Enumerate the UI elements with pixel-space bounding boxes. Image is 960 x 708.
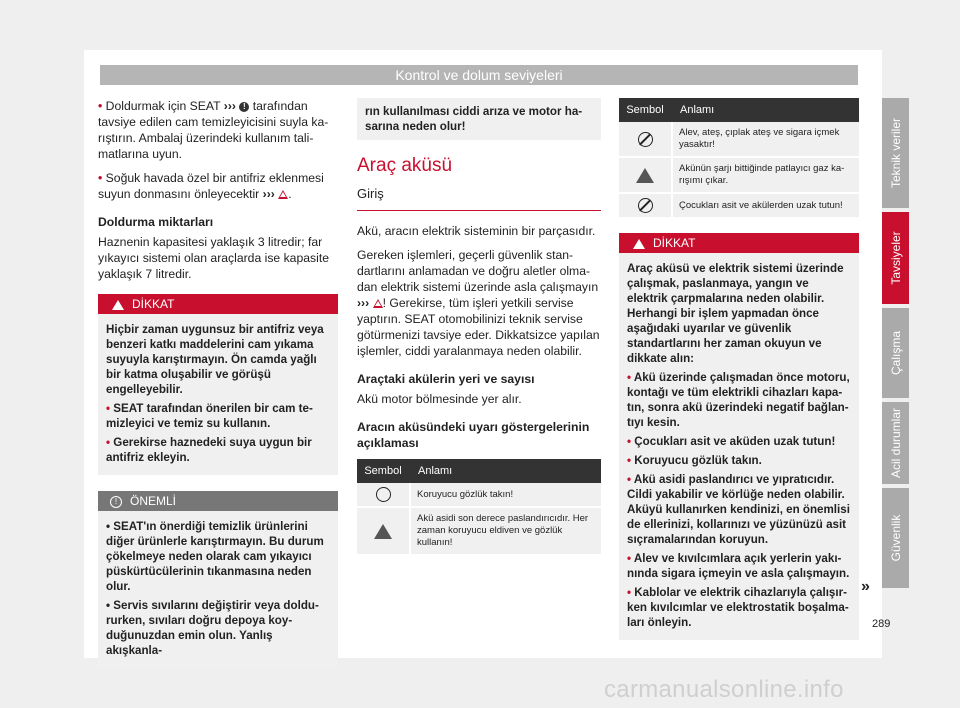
continued-marker: » bbox=[861, 578, 870, 595]
warning-header: DİKKAT bbox=[98, 294, 338, 314]
paragraph: Gereken işlemleri, geçerli güvenlik standartlarını anlamadan ve doğru aletler olmadan elektrik sistemi üzerinde asla çalışmayın ››› ! Gerekirse, tüm işleri yetkili servise yaptırın. SEAT otomobilinizi teknik servise götürmenizi tavsiye eder. Dikkatsizce yapılan işlemler, ciddi yaralanmaya neden olabilir. bbox=[357, 248, 600, 358]
warning-triangle-icon bbox=[633, 239, 645, 249]
paragraph: Akü, aracın elektrik sisteminin bir parçasıdır. bbox=[357, 224, 596, 238]
reference-arrows[interactable]: ››› bbox=[223, 99, 236, 113]
column-1 bbox=[98, 98, 338, 668]
paragraph: Akü motor bölmesinde yer alır. bbox=[357, 392, 522, 406]
tab-guvenlik[interactable]: Güvenlik bbox=[882, 488, 909, 588]
table-row: Akünün şarjı bittiğinde patlayıcı gaz karışımı çıkar. bbox=[619, 157, 859, 193]
section-heading: Araçtaki akülerin yeri ve sayısı bbox=[357, 372, 535, 386]
table-header-row: Sembol Anlamı bbox=[619, 98, 859, 122]
note-header: ! ÖNEMLİ bbox=[98, 491, 338, 511]
section-title: Araç aküsü bbox=[357, 155, 453, 176]
goggles-icon bbox=[376, 487, 391, 502]
info-circle-icon: ! bbox=[110, 496, 122, 508]
note-box: ! ÖNEMLİ • SEAT'ın önerdiği temizlik ürünlerini diğer ürünlerle karıştırmayın. Bu durum çökelmeye neden olarak cam yıkayıcı püskürtücülerinin tıkanmasına neden olur. • Servis sıvılarını değiştirir veya doldururken, sıvıları doğru depoya koyduğunuzdan emin olun. Yanlış akışkanla- bbox=[98, 491, 338, 668]
watermark: carmanualsonline.info bbox=[604, 676, 844, 703]
bullet-paragraph: • Doldurmak için SEAT ››› ! tarafından tavsiye edilen cam temizleyicisini suyla karıştırın. Ambalaj üzerindeki kullanım talimatlarına uyun. bbox=[98, 99, 329, 161]
warning-box: DİKKAT Hiçbir zaman uygunsuz bir antifriz veya benzeri katkı maddelerini cam yıkama suyuyla karıştırmayın. Ön camda yağlı bir katma oluşabilir ve görüşü engelleyebilir. • SEAT tarafından önerilen bir cam temizleyici ve temiz su kullanın. • Gerekirse haznedeki suya uygun bir antifriz ekleyin. bbox=[98, 294, 338, 475]
warning-triangle-icon bbox=[278, 190, 288, 199]
column-3 bbox=[619, 98, 859, 640]
tab-acil-durumlar[interactable]: Acil durumlar bbox=[882, 402, 909, 484]
paragraph: Haznenin kapasitesi yaklaşık 3 litredir; far yıkayıcı sistemi olan araçlarda ise kapasite yaklaşık 7 litredir. bbox=[98, 235, 329, 281]
bullet-paragraph: • Soğuk havada özel bir antifriz eklenmesi suyun donmasını önleyecektir ››› . bbox=[98, 171, 324, 201]
tab-tavsiyeler[interactable]: Tavsiyeler bbox=[882, 212, 909, 304]
explosive-gas-icon bbox=[636, 168, 654, 183]
section-heading: Doldurma miktarları bbox=[98, 215, 214, 229]
warning-header: DİKKAT bbox=[619, 233, 859, 253]
reference-arrows[interactable]: ››› bbox=[262, 187, 275, 201]
table-row: Alev, ateş, çıplak ateş ve sigara içmek yasaktır! bbox=[619, 122, 859, 157]
table-row: Koruyucu gözlük takın! bbox=[357, 483, 601, 507]
page-number: 289 bbox=[872, 618, 891, 630]
tab-teknik-veriler[interactable]: Teknik veriler bbox=[882, 98, 909, 208]
note-circle-icon: ! bbox=[239, 102, 249, 112]
reference-arrows[interactable]: ››› bbox=[357, 296, 370, 310]
warning-box-continued: rın kullanılması ciddi arıza ve motor hasarına neden olur! bbox=[357, 98, 601, 140]
column-2 bbox=[357, 98, 601, 556]
table-row: Akü asidi son derece paslandırıcıdır. Her zaman koruyucu eldiven ve gözlük kullanın! bbox=[357, 507, 601, 555]
tab-calisma[interactable]: Çalışma bbox=[882, 308, 909, 398]
warning-triangle-icon bbox=[112, 300, 124, 310]
warning-box: DİKKAT Araç aküsü ve elektrik sistemi üzerinde çalışmak, paslanmaya, yangın ve elektrik çarpmalarına neden olabilir. Herhangi bir işlem yapmadan önce aşağıdaki uyarılar ve güvenlik standartlarını her zaman okuyun ve dikkate alın: • Akü üzerinde çalışmadan önce motoru, kontağı ve tüm elektrikli cihazları kapatın, sonra akü üzerindeki negatif bağlantıyı kesin. • Çocukları asit ve aküden uzak tutun! • Koruyucu gözlük takın. • Akü asidi paslandırıcı ve yıpratıcıdır. Cildi yakabilir ve körlüğe neden olabilir. Aküyü kullanırken kendinizi, en önemlisi de ellerinizi, kollarınızı ve yüzünüzü asit sıçramalarından koruyun. • Alev ve kıvılcımlara açık yerlerin yakınında sigara içmeyin ve asla çalışmayın. • Kablolar ve elektrik cihazlarıyla çalışırken kıvılcımlar ve elektrostatik boşalmaları önleyin. bbox=[619, 233, 859, 640]
no-fire-icon bbox=[638, 132, 653, 147]
warning-triangle-icon bbox=[373, 299, 383, 308]
section-subtitle: Giriş bbox=[357, 186, 601, 211]
table-row: Çocukları asit ve akülerden uzak tutun! bbox=[619, 193, 859, 218]
table-header-row: Sembol Anlamı bbox=[357, 459, 601, 483]
keep-children-away-icon bbox=[638, 198, 653, 213]
acid-warning-icon bbox=[374, 524, 392, 539]
page-header: Kontrol ve dolum seviyeleri bbox=[100, 65, 858, 85]
symbol-table bbox=[619, 98, 859, 219]
section-heading: Aracın aküsündeki uyarı göstergelerinin açıklaması bbox=[357, 420, 590, 450]
symbol-table bbox=[357, 459, 601, 556]
